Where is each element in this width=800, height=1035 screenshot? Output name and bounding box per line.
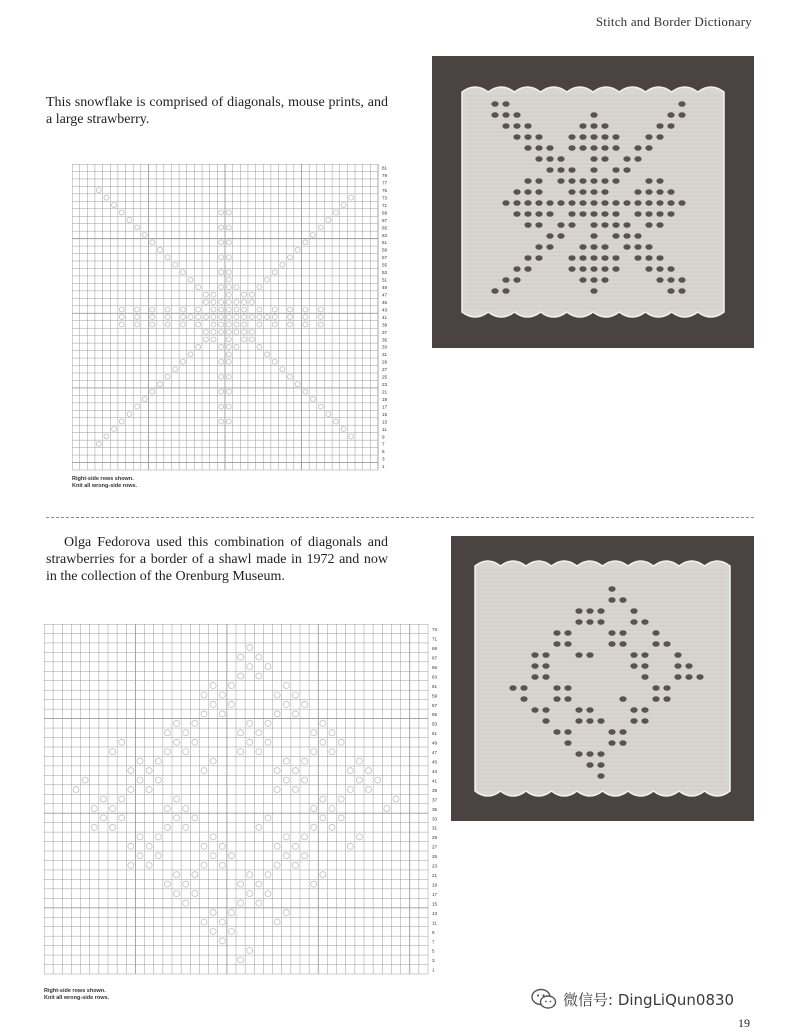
- chart-row-label: 9: [432, 929, 435, 935]
- chart-row-label: 75: [382, 187, 388, 193]
- chart-row-label: 59: [382, 247, 388, 253]
- chart-row-label: 27: [382, 367, 388, 373]
- chart-row-label: 63: [382, 232, 388, 238]
- running-head: Stitch and Border Dictionary: [595, 14, 752, 29]
- knitted-snowflake-swatch-photo: [432, 56, 754, 348]
- chart-row-label: 69: [432, 646, 438, 652]
- chart-row-label: 73: [432, 627, 438, 633]
- chart-row-label: 41: [432, 778, 438, 784]
- chart-row-label: 79: [382, 173, 388, 179]
- chart-row-label: 9: [382, 434, 385, 440]
- caption-snowflake: This snowflake is comprised of diagonals, mouse prints, and a large strawberry.: [46, 95, 388, 127]
- chart-row-label: 77: [382, 180, 388, 186]
- chart-row-label: 69: [382, 210, 388, 216]
- chart-row-label: 1: [432, 967, 435, 973]
- chart-row-label: 17: [382, 404, 388, 410]
- chart-note-line2: Knit all wrong-side rows.: [44, 995, 110, 1001]
- chart-row-label: 71: [382, 202, 388, 208]
- watermark: [531, 985, 734, 1013]
- chart-row-label: 1: [382, 464, 385, 470]
- chart-row-label: 45: [382, 299, 388, 305]
- chart-row-label: 59: [432, 693, 438, 699]
- chart-row-label: 25: [382, 374, 388, 380]
- chart-row-label: 71: [432, 636, 438, 642]
- chart-note-snowflake: [72, 476, 137, 490]
- chart-row-label: 27: [432, 844, 438, 850]
- page-number: 19: [738, 1016, 750, 1030]
- chart-row-label: 5: [382, 449, 385, 455]
- chart-row-label: 29: [432, 835, 438, 841]
- chart-row-label: 47: [382, 292, 388, 298]
- chart-row-label: 23: [382, 382, 388, 388]
- chart-row-label: 29: [382, 359, 388, 365]
- snowflake-chart: [72, 164, 392, 474]
- chart-row-label: 11: [432, 920, 437, 926]
- chart-row-label: 17: [432, 891, 438, 897]
- chart-row-label: 13: [432, 910, 438, 916]
- chart-row-label: 7: [382, 441, 385, 447]
- chart-row-label: 21: [432, 873, 438, 879]
- chart-row-label: 51: [382, 277, 388, 283]
- chart-row-label: 39: [432, 787, 438, 793]
- chart-row-label: 65: [432, 664, 438, 670]
- chart-row-label: 5: [432, 948, 435, 954]
- chart-grid: [44, 624, 428, 974]
- border-chart: [44, 624, 444, 986]
- chart-row-label: 47: [432, 750, 438, 756]
- chart-row-label: 51: [432, 731, 438, 737]
- chart-row-label: 13: [382, 419, 388, 425]
- chart-row-label: 81: [382, 165, 388, 171]
- chart-row-label: 61: [382, 240, 388, 246]
- chart-row-label: 67: [432, 655, 438, 661]
- caption-border: Olga Fedorova used this combination of diagonals and strawberries for a border of a shawl made in 1972 and now in the collection of the Orenburg Museum.: [46, 535, 388, 584]
- chart-row-label: 53: [382, 270, 388, 276]
- chart-row-label: 3: [382, 456, 385, 462]
- chart-row-label: 35: [432, 806, 438, 812]
- chart-row-label: 39: [382, 322, 388, 328]
- chart-row-label: 25: [432, 854, 438, 860]
- chart-row-label: 3: [432, 958, 435, 964]
- knitted-fabric: [462, 87, 724, 317]
- chart-row-label: 53: [432, 721, 438, 727]
- chart-note-line1: Right-side rows shown.: [44, 988, 106, 994]
- chart-row-label: 33: [432, 816, 438, 822]
- chart-row-label: 33: [382, 344, 388, 350]
- chart-row-label: 67: [382, 217, 388, 223]
- chart-row-label: 61: [432, 683, 438, 689]
- chart-row-label: 31: [382, 352, 388, 358]
- chart-note-line2: Knit all wrong-side rows.: [72, 483, 138, 489]
- chart-row-label: 55: [382, 262, 388, 268]
- watermark-text: 微信号: DingLiQun0830: [563, 990, 735, 1009]
- chart-row-label: 45: [432, 759, 438, 765]
- chart-note-line1: Right-side rows shown.: [72, 476, 134, 482]
- chart-row-label: 41: [382, 314, 388, 320]
- chart-row-label: 49: [382, 285, 388, 291]
- chart-row-label: 15: [382, 411, 388, 417]
- chart-row-label: 43: [382, 307, 388, 313]
- chart-row-label: 55: [432, 712, 438, 718]
- chart-row-label: 65: [382, 225, 388, 231]
- chart-row-label: 21: [382, 389, 388, 395]
- knitted-border-swatch-photo: [451, 536, 754, 821]
- chart-note-border: [44, 988, 109, 1002]
- chart-row-label: 23: [432, 863, 438, 869]
- chart-row-label: 19: [432, 882, 438, 888]
- chart-row-label: 35: [382, 337, 388, 343]
- chart-row-label: 37: [382, 329, 388, 335]
- chart-row-label: 15: [432, 901, 438, 907]
- wechat-icon: [531, 988, 557, 1010]
- knitted-fabric: [475, 561, 730, 796]
- chart-row-label: 57: [432, 702, 438, 708]
- chart-row-label: 37: [432, 797, 438, 803]
- chart-row-label: 49: [432, 740, 438, 746]
- chart-row-label: 19: [382, 396, 388, 402]
- chart-row-label: 63: [432, 674, 438, 680]
- chart-row-label: 57: [382, 255, 388, 261]
- section-divider: [46, 517, 754, 518]
- chart-row-label: 43: [432, 768, 438, 774]
- chart-grid: [72, 164, 378, 470]
- chart-row-label: 73: [382, 195, 388, 201]
- chart-row-label: 11: [382, 426, 387, 432]
- chart-row-label: 7: [432, 939, 435, 945]
- chart-row-label: 31: [432, 825, 438, 831]
